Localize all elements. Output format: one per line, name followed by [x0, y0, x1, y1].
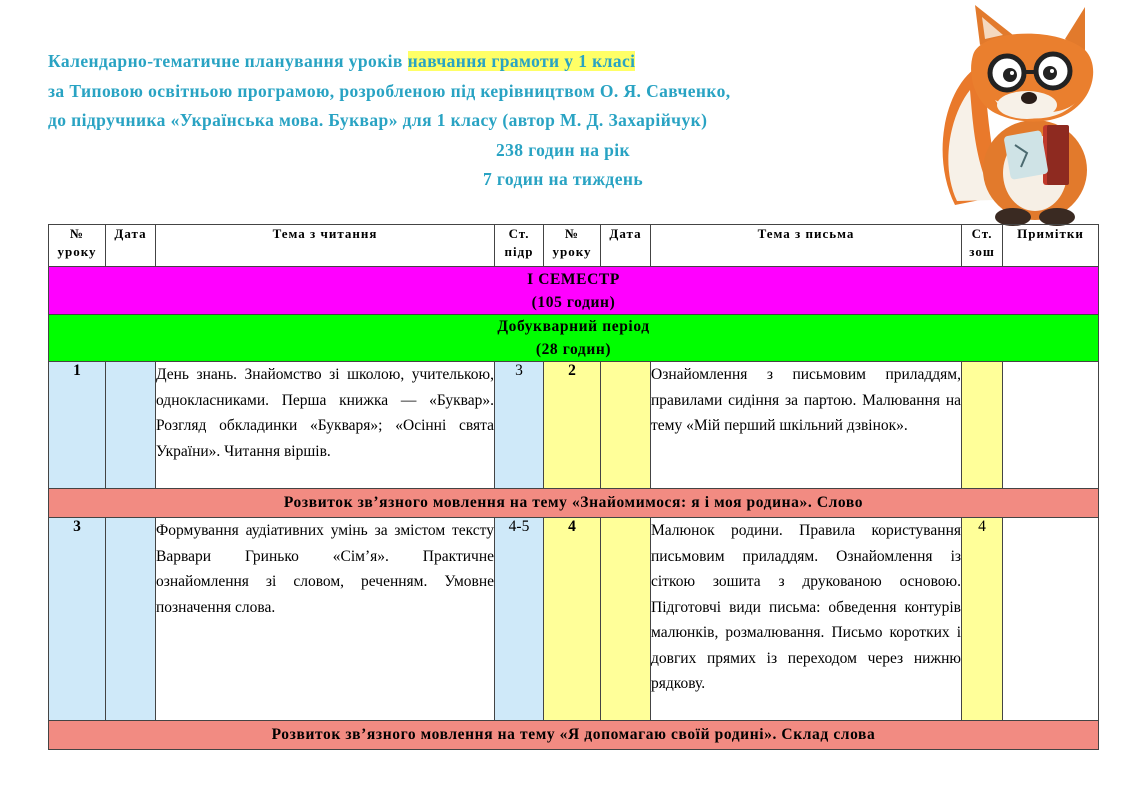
semester-hours: (105 годин)	[531, 293, 616, 311]
col-workbook-page: Ст. зош	[962, 225, 1003, 267]
highlighted-text: навчання грамоти у 1 класі	[407, 51, 636, 71]
section-title: Розвиток зв’язного мовлення на тему «Я допомагаю своїй родині». Склад слова	[49, 721, 1099, 750]
col-lesson-number: № уроку	[49, 225, 106, 267]
table-row	[49, 518, 1099, 721]
col-notes: Примітки	[1003, 225, 1099, 267]
col-date-writing: Дата	[601, 225, 651, 267]
col-textbook-page: Ст. підр	[495, 225, 544, 267]
table-row	[49, 362, 1099, 489]
textbook-page: 3	[495, 362, 544, 489]
col-writing-topic: Тема з письма	[651, 225, 962, 267]
semester-title: І СЕМЕСТР	[527, 270, 620, 288]
writing-lesson-number: 4	[544, 518, 601, 721]
reading-lesson-number: 1	[49, 362, 106, 489]
heading-line-2: за Типовою освітньою програмою, розробленою під керівництвом О. Я. Савченко,	[48, 80, 731, 101]
reading-topic: Формування аудіативних умінь за змістом тексту Варвари Гринько «Сім’я». Практичне ознайомлення зі словом, реченням. Умовне позначення слова.	[156, 518, 495, 721]
heading-line-1: Календарно-тематичне планування уроків навчання грамоти у 1 класі	[48, 51, 636, 71]
notes	[1003, 362, 1099, 489]
semester-row	[49, 267, 1099, 315]
col-date: Дата	[106, 225, 156, 267]
hours-per-year: 238 годин на рік	[495, 139, 631, 160]
section-row	[49, 489, 1099, 518]
period-title: Добукварний період	[497, 318, 650, 335]
hours-per-week: 7 годин на тиждень	[482, 169, 643, 189]
section-title: Розвиток зв’язного мовлення на тему «Знайомимося: я і моя родина». Слово	[49, 489, 1099, 518]
writing-date	[601, 362, 651, 489]
reading-date	[106, 362, 156, 489]
writing-date	[601, 518, 651, 721]
table-header-row	[49, 225, 1099, 267]
textbook-page: 4-5	[495, 518, 544, 721]
section-row	[49, 721, 1099, 750]
period-row	[49, 315, 1099, 362]
writing-lesson-number: 2	[544, 362, 601, 489]
reading-topic: День знань. Знайомство зі школою, учителькою, однокласниками. Перша книжка — «Буквар». Розгляд обкладинки «Букваря»; «Осінні свята України». Читання віршів.	[156, 362, 495, 489]
period-hours: (28 годин)	[535, 341, 612, 358]
reading-lesson-number: 3	[49, 518, 106, 721]
writing-topic: Малюнок родини. Правила користування письмовим приладдям. Ознайомлення із сіткою зошита з друкованою основою. Підготовчі види письма: обведення контурів малюнків, розмалювання. Письмо коротких і довгих прямих із переходом через нижню рядкову.	[651, 518, 962, 721]
col-reading-topic: Тема з читання	[156, 225, 495, 267]
heading-line-3: до підручника «Українська мова. Буквар» для 1 класу (автор М. Д. Захарійчук)	[48, 110, 708, 130]
notes	[1003, 518, 1099, 721]
lesson-plan-table	[48, 224, 1099, 750]
workbook-page: 4	[962, 518, 1003, 721]
fox-mascot-icon	[935, 5, 1115, 227]
reading-date	[106, 518, 156, 721]
writing-topic: Ознайомлення з письмовим приладдям, правилами сидіння за партою. Малювання на тему «Мій перший шкільний дзвінок».	[651, 362, 962, 489]
col-lesson-number-writing: № уроку	[544, 225, 601, 267]
document-heading	[48, 47, 908, 195]
workbook-page	[962, 362, 1003, 489]
